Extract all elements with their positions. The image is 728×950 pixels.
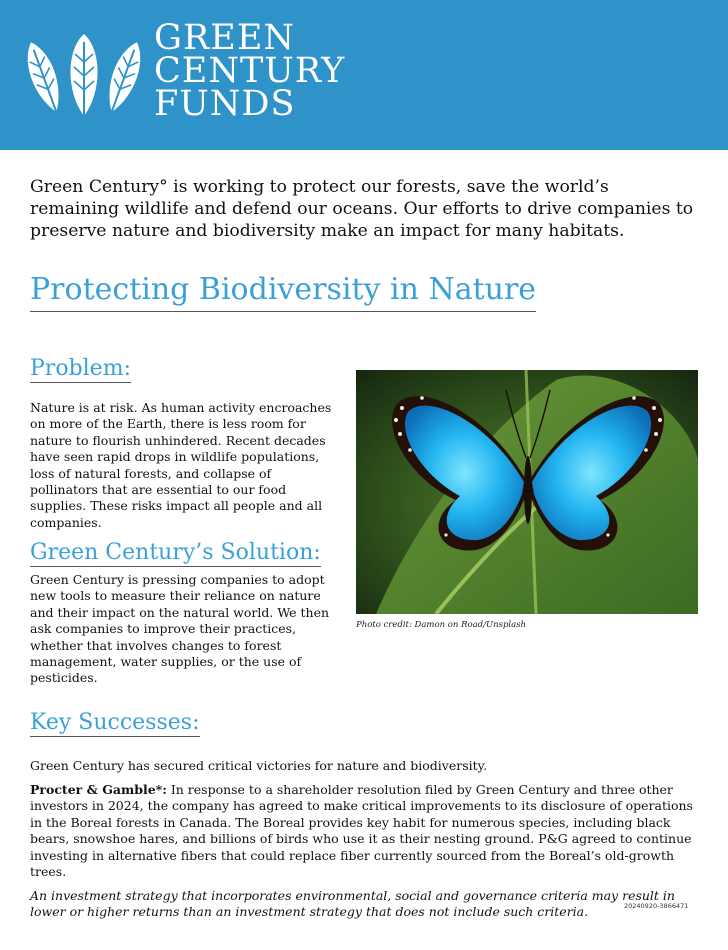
header-banner (0, 0, 728, 150)
disclaimer: An investment strategy that incorporates environmental, social and governance criteria may result in lower or higher returns than an investment strategy that does not include such criteria. (30, 888, 675, 919)
brand-line-1: GREEN (154, 18, 296, 58)
brand-wordmark (154, 18, 346, 124)
butterfly-icon (356, 370, 698, 614)
butterfly-photo (356, 370, 698, 614)
solution-text: Green Century is pressing companies to adopt new tools to measure their reliance on nature and their impact on the natural world. We then ask companies to improve their practices, whether that involves changes to forest management, water supplies, or the use of pesticides. (30, 572, 330, 686)
leaves-logo-icon (24, 20, 144, 130)
page-title: Protecting Biodiversity in Nature (30, 272, 536, 312)
successes-heading: Key Successes: (30, 710, 200, 735)
success-item-company: Procter & Gamble*: (30, 782, 167, 797)
problem-text: Nature is at risk. As human activity encroaches on more of the Earth, there is less room for nature to flourish unhindered. Recent decades have seen rapid drops in wildlife populations, loss of natural forests, and collapse of pollinators that are essential to our food supplies. These risks impact all people and all companies. (30, 400, 332, 530)
brand-line-2: CENTURY (154, 51, 346, 91)
successes-lead: Green Century has secured critical victories for nature and biodiversity. (30, 758, 488, 773)
success-item-text: In response to a shareholder resolution filed by Green Century and three other investors in 2024, the company has agreed to make critical improvements to its disclosure of operations in the Boreal forests in Canada. The Boreal provides key habit for numerous species, including black bears, snowshoe hares, and billions of birds who use it as their nesting ground. P&G agreed to continue investing in alternative fibers that could replace fiber currently sourced from the Boreal’s old-growth trees. (30, 782, 693, 880)
solution-heading: Green Century’s Solution: (30, 540, 321, 565)
problem-heading: Problem: (30, 356, 131, 381)
success-item (30, 782, 702, 880)
brand-line-3: FUNDS (154, 84, 296, 124)
photo-credit: Photo credit: Damon on Road/Unsplash (356, 620, 527, 630)
intro-paragraph: Green Century° is working to protect our forests, save the world’s remaining wildlife and defend our oceans. Our efforts to drive companies to preserve nature and biodiversity make an impact for many habitats. (30, 177, 694, 241)
document-code: 20240920-3866471 (624, 902, 689, 910)
